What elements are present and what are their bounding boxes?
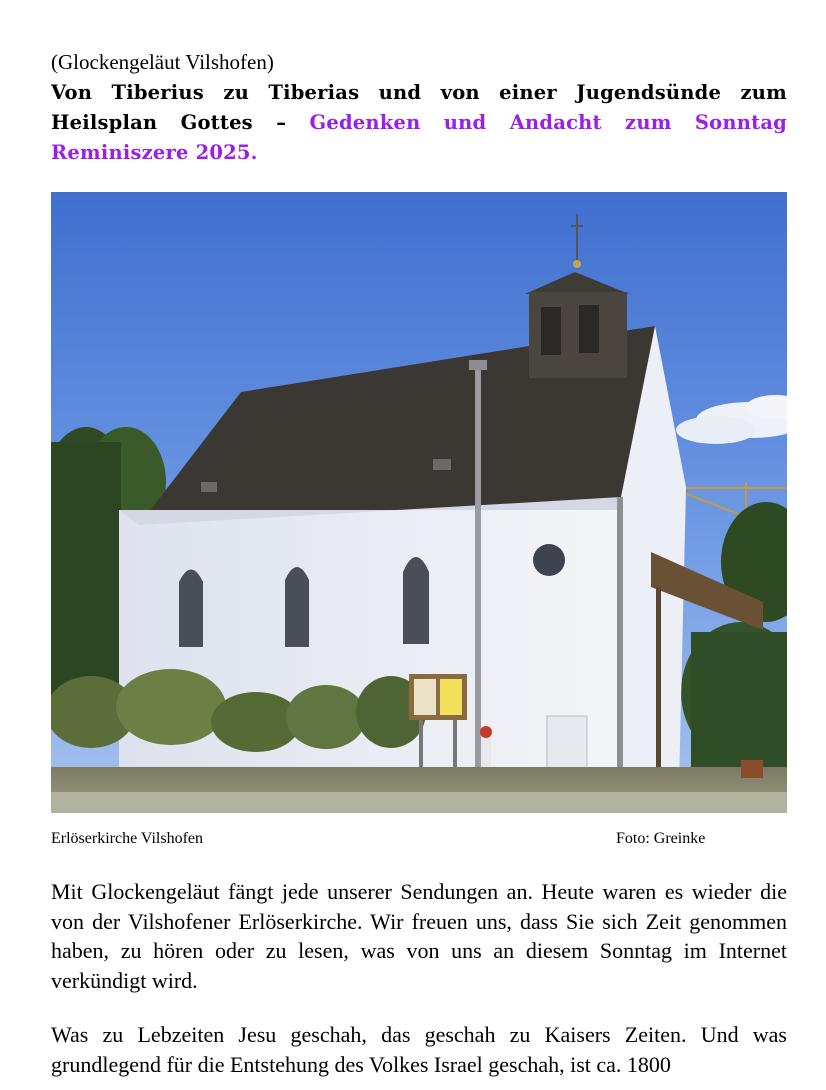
headline-main: Von Tiberius zu Tiberias und von einer Jugendsünde zum Heilsplan Gottes	[51, 81, 787, 134]
lamp-pole	[475, 367, 481, 802]
church-photo	[51, 192, 787, 813]
photo-credit: Foto: Greinke	[616, 830, 706, 847]
paragraph: Was zu Lebzeiten Jesu geschah, das geschah zu Kaisers Zeiten. Und was grundlegend für die Entstehung des Volkes Israel geschah, ist ca. 1800	[51, 1022, 787, 1077]
paragraph: Mit Glockengeläut fängt jede unserer Sendungen an. Heute waren es wieder die von der Vilshofener Erlöserkirche. Wir freuen uns, dass Sie sich Zeit genommen haben, zu hören oder zu lesen, was von uns an diesem Sonntag im Internet verkündigt wird.	[51, 879, 787, 993]
headline	[51, 78, 787, 168]
photo-caption: Erlöserkirche Vilshofen	[51, 830, 204, 847]
headline-accent: Gedenken und Andacht zum Sonntag Reminiszere 2025.	[51, 111, 787, 164]
intro-line: (Glockengeläut Vilshofen)	[51, 50, 274, 74]
headline-dash: –	[252, 111, 310, 134]
